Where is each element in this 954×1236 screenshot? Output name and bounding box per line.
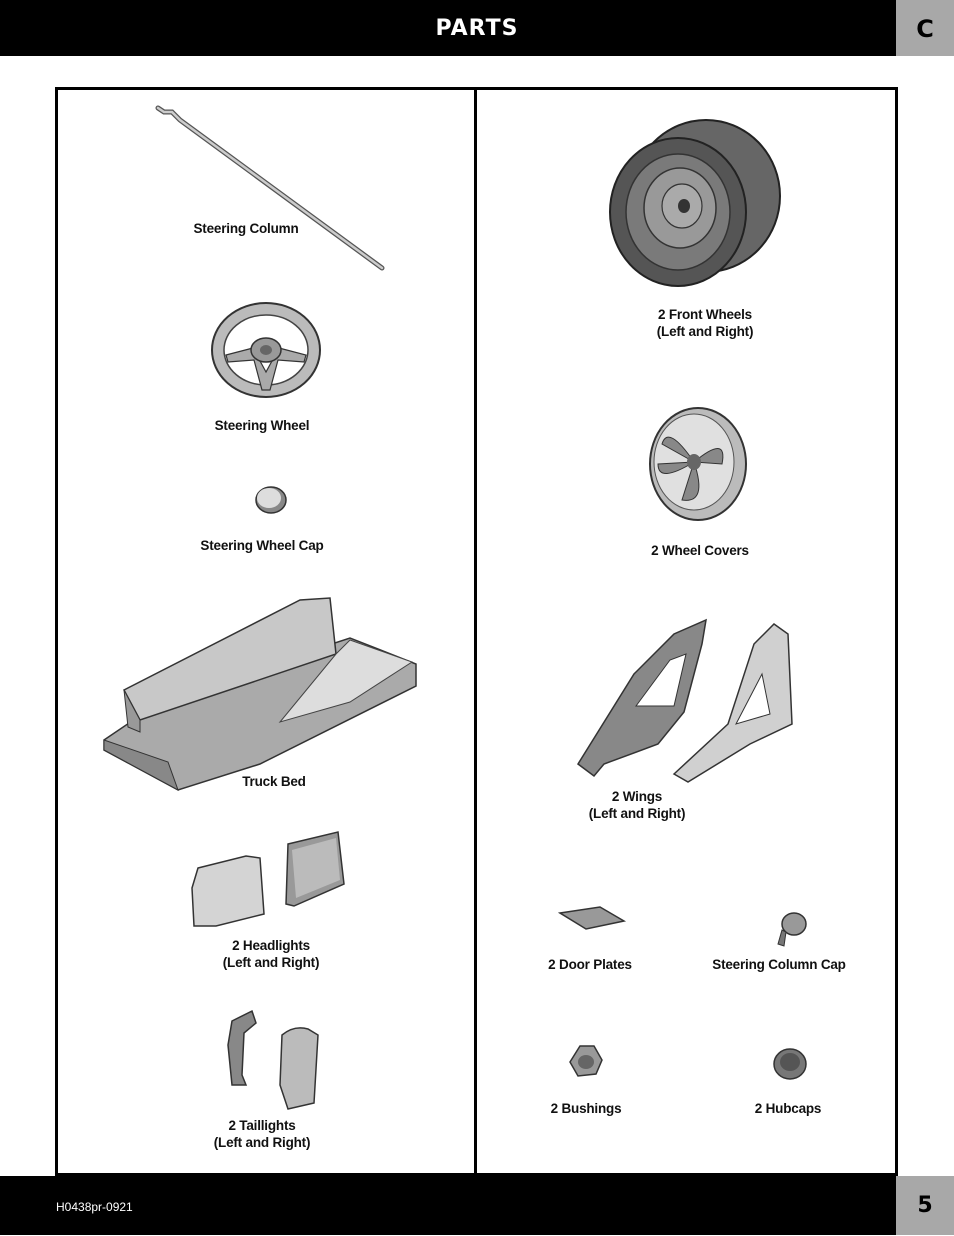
- part-label: 2 Wings (Left and Right): [588, 789, 686, 821]
- taillights-illustration: [222, 1005, 322, 1113]
- part-label: Steering Wheel: [214, 418, 310, 433]
- footer-bar: [0, 1176, 896, 1235]
- wheel-cap-illustration: [252, 484, 292, 518]
- part-label: 2 Front Wheels (Left and Right): [656, 307, 754, 339]
- wheel-cover-illustration: [638, 404, 752, 524]
- steering-wheel-illustration: [208, 300, 324, 400]
- part-label: 2 Headlights (Left and Right): [222, 938, 320, 970]
- part-label: 2 Hubcaps: [754, 1101, 822, 1116]
- part-label: Steering Column: [193, 221, 299, 236]
- wings-illustration: [574, 614, 798, 786]
- part-label: 2 Taillights (Left and Right): [213, 1118, 311, 1150]
- document-code: H0438pr-0921: [56, 1200, 133, 1214]
- part-label: Steering Wheel Cap: [200, 538, 324, 553]
- section-tab: C: [896, 0, 954, 56]
- part-label: Steering Column Cap: [712, 957, 846, 972]
- part-label: Truck Bed: [242, 774, 306, 789]
- column-cap-illustration: [770, 908, 810, 950]
- bushing-illustration: [566, 1040, 608, 1082]
- headlights-illustration: [188, 828, 348, 932]
- door-plate-illustration: [556, 903, 628, 933]
- hubcap-illustration: [770, 1044, 810, 1084]
- part-label: 2 Bushings: [550, 1101, 622, 1116]
- part-label: 2 Door Plates: [548, 957, 632, 972]
- front-wheel-illustration: [606, 116, 782, 292]
- truck-bed-illustration: [100, 592, 420, 797]
- page-title: PARTS: [435, 16, 519, 41]
- part-label: 2 Wheel Covers: [651, 543, 749, 558]
- steering-column-illustration: [150, 100, 395, 280]
- page-number: 5: [896, 1176, 954, 1235]
